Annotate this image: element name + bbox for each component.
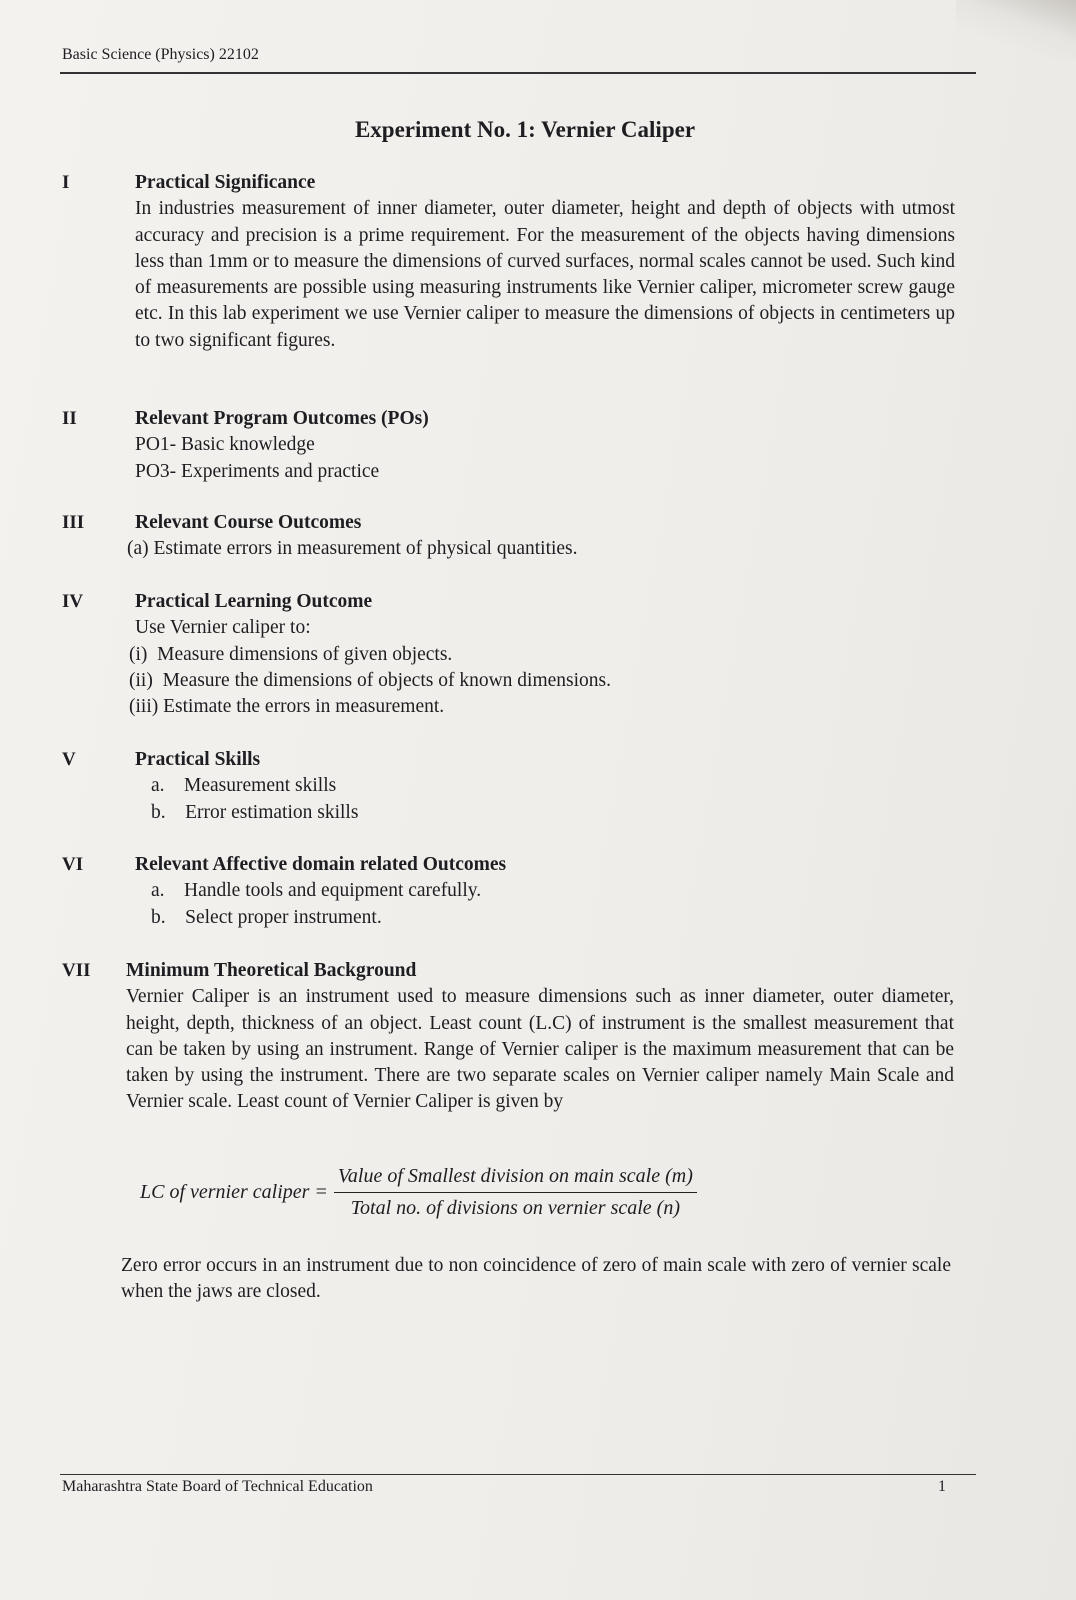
section-course-outcomes — [127, 510, 955, 563]
list-item: a. Measurement skills — [151, 775, 337, 797]
section-body: In industries measurement of inner diameter, outer diameter, height and depth of objects with utmost accuracy and precision is a prime requirement. For the measurement of the objects having dimensions less than 1mm or to measure the dimensions of curved surfaces, normal scales cannot be used. Such kind of measurements are possible using measuring instruments like Vernier caliper, micrometer screw gauge etc. In this lab experiment we use Vernier caliper to measure the dimensions of objects in centimeters up to two significant figures. — [135, 198, 955, 351]
running-header: Basic Science (Physics) 22102 — [62, 46, 259, 63]
section-number: VI — [62, 854, 84, 875]
section-number: V — [62, 749, 76, 770]
section-heading: Relevant Program Outcomes (POs) — [135, 408, 429, 429]
formula-numerator: Value of Smallest division on main scale (m) — [334, 1165, 697, 1193]
page-title: Experiment No. 1: Vernier Caliper — [354, 117, 696, 142]
header-rule — [60, 72, 976, 74]
list-item: (a) Estimate errors in measurement of physical quantities. — [127, 538, 578, 560]
list-item: b. Select proper instrument. — [151, 906, 382, 928]
section-heading: Relevant Affective domain related Outcomes — [135, 854, 507, 875]
section-number: VII — [62, 960, 91, 981]
section-practical-significance — [135, 170, 955, 354]
section-number: III — [62, 512, 85, 533]
formula-fraction — [334, 1165, 697, 1220]
section-number: I — [62, 172, 70, 193]
section-heading: Minimum Theoretical Background — [126, 960, 417, 981]
section-heading: Relevant Course Outcomes — [135, 512, 362, 533]
formula-denominator: Total no. of divisions on vernier scale (n) — [350, 1197, 681, 1219]
list-item: (ii) Measure the dimensions of objects of known dimensions. — [129, 669, 612, 691]
section-heading: Practical Skills — [135, 749, 261, 770]
section-number: IV — [62, 591, 84, 612]
section-number: II — [62, 408, 77, 429]
footer-text: Maharashtra State Board of Technical Education — [62, 1478, 373, 1495]
zero-error-paragraph: Zero error occurs in an instrument due to non coincidence of zero of main scale with zero of vernier scale when the jaws are closed. — [121, 1255, 951, 1303]
list-item: b. Error estimation skills — [151, 801, 359, 823]
list-item: (iii) Estimate the errors in measurement. — [129, 696, 445, 718]
section-heading: Practical Learning Outcome — [135, 591, 373, 612]
list-item: (i) Measure dimensions of given objects. — [129, 643, 453, 665]
list-item: a. Handle tools and equipment carefully. — [151, 880, 482, 902]
least-count-formula — [140, 1165, 697, 1220]
section-learning-outcome — [129, 589, 955, 720]
page-number: 1 — [938, 1478, 946, 1495]
section-theoretical-background — [126, 958, 954, 1116]
list-item: PO3- Experiments and practice — [135, 460, 380, 482]
section-intro: Use Vernier caliper to: — [135, 617, 311, 639]
section-affective-outcomes — [135, 852, 955, 931]
footer-rule — [60, 1474, 976, 1475]
list-item: PO1- Basic knowledge — [135, 434, 315, 456]
section-program-outcomes — [135, 406, 955, 485]
section-practical-skills — [135, 747, 955, 826]
page-corner-shadow — [956, 0, 1076, 60]
section-body: Vernier Caliper is an instrument used to measure dimensions such as inner diameter, outer diameter, height, depth, thickness of an object. Least count (L.C) of instrument is the smallest measurement that can be taken by using an instrument. Range of Vernier caliper is the maximum measurement that can be taken by using the instrument. There are two separate scales on Vernier caliper namely Main Scale and Vernier scale. Least count of Vernier Caliper is given by — [126, 986, 954, 1113]
formula-lhs: LC of vernier caliper = — [140, 1181, 328, 1203]
section-heading: Practical Significance — [135, 172, 316, 193]
